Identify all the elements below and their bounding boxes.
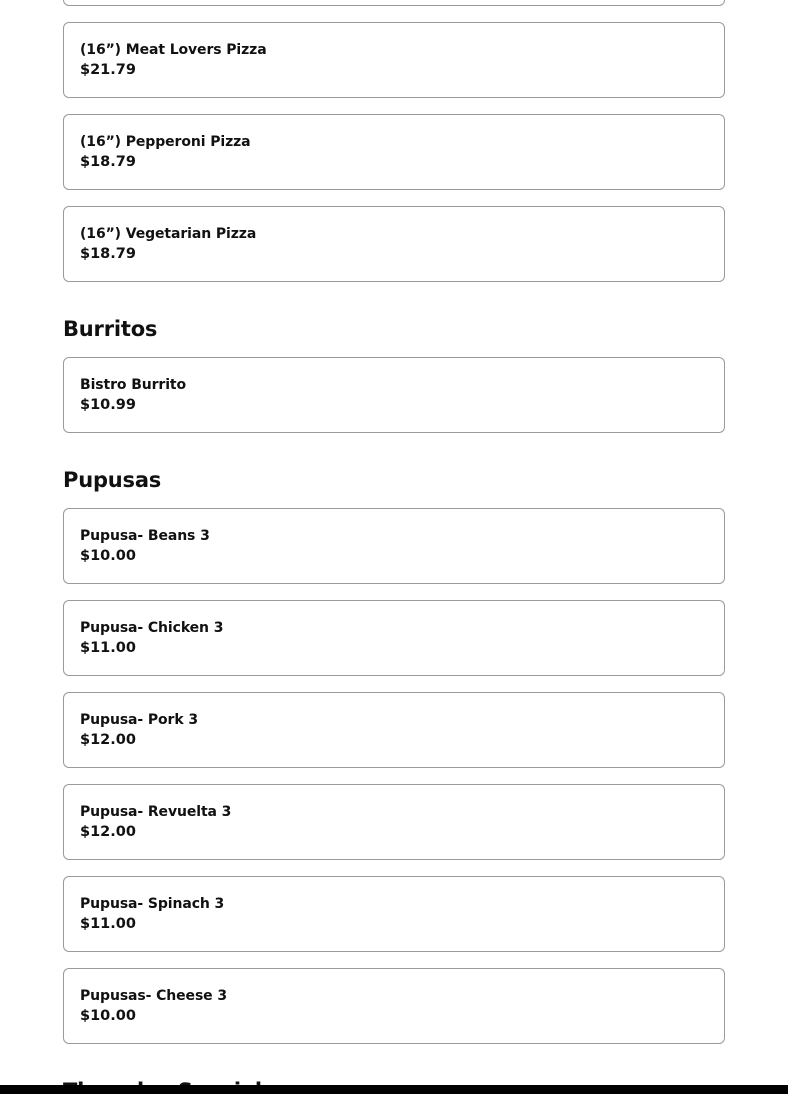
menu-item-card[interactable] — [63, 784, 725, 860]
menu-item-card[interactable] — [63, 206, 725, 282]
item-price: $10.99 — [80, 397, 136, 413]
menu-item-card[interactable] — [63, 357, 725, 433]
menu-item-card[interactable] — [63, 22, 725, 98]
item-name: (16”) Pepperoni Pizza — [80, 134, 251, 150]
item-price: $18.79 — [80, 154, 136, 170]
menu-item-card[interactable] — [63, 114, 725, 190]
item-price: $18.79 — [80, 246, 136, 262]
bottom-bar — [0, 1085, 788, 1094]
item-name: (16”) Meat Lovers Pizza — [80, 42, 267, 58]
item-name: Pupusa- Pork 3 — [80, 712, 198, 728]
item-name: Pupusas- Cheese 3 — [80, 988, 227, 1004]
menu-item-card[interactable] — [63, 0, 725, 6]
menu-item-card[interactable] — [63, 600, 725, 676]
menu-list — [63, 0, 725, 1094]
item-name: Bistro Burrito — [80, 377, 187, 393]
menu-item-card[interactable] — [63, 876, 725, 952]
menu-item-card[interactable] — [63, 968, 725, 1044]
item-name: Pupusa- Spinach 3 — [80, 896, 225, 912]
item-name: Pupusa- Chicken 3 — [80, 620, 224, 636]
item-price: $10.00 — [80, 1008, 136, 1024]
item-name: Pupusa- Revuelta 3 — [80, 804, 232, 820]
section-title-burritos: Burritos — [63, 317, 158, 341]
item-price: $11.00 — [80, 916, 136, 932]
menu-item-card[interactable] — [63, 692, 725, 768]
item-name: (16”) Vegetarian Pizza — [80, 226, 257, 242]
menu-item-card[interactable] — [63, 508, 725, 584]
item-price: $10.00 — [80, 548, 136, 564]
item-price: $12.00 — [80, 824, 136, 840]
item-price: $12.00 — [80, 732, 136, 748]
section-title-pupusas: Pupusas — [63, 468, 162, 492]
item-price: $21.79 — [80, 62, 136, 78]
item-price: $11.00 — [80, 640, 136, 656]
item-name: Pupusa- Beans 3 — [80, 528, 210, 544]
